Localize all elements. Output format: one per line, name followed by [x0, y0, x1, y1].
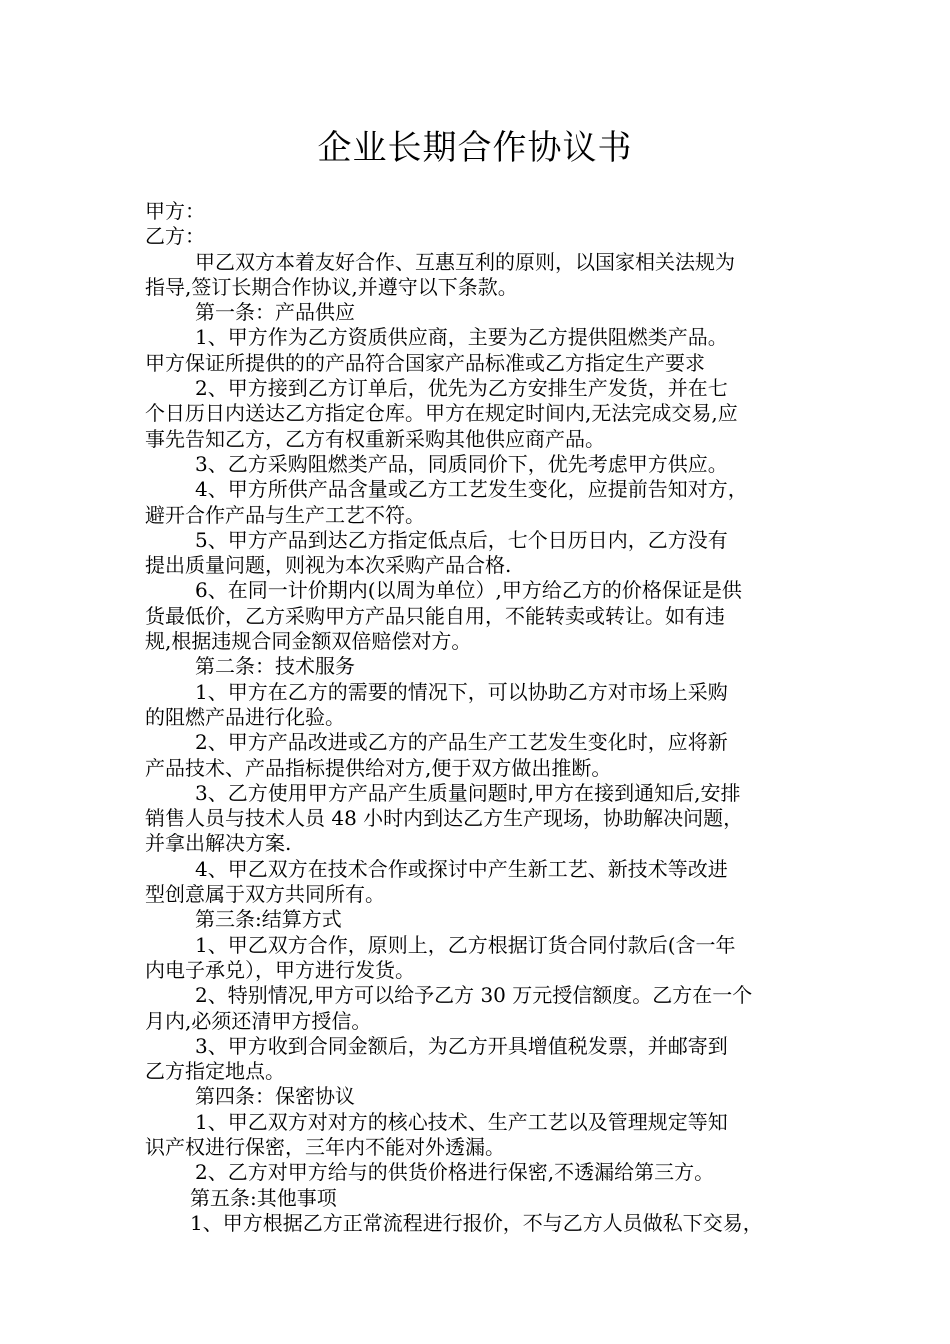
- clause-line: 避开合作产品与生产工艺不符。: [145, 502, 425, 527]
- article-heading: 第二条：技术服务: [195, 654, 355, 679]
- clause-line: 1、甲乙双方对对方的核心技术、生产工艺以及管理规定等知: [195, 1109, 728, 1134]
- clause-line: 2、甲方产品改进或乙方的产品生产工艺发生变化时，应将新: [195, 730, 728, 755]
- clause-line: 事先告知乙方，乙方有权重新采购其他供应商产品。: [145, 426, 605, 451]
- article-heading: 第三条:结算方式: [195, 907, 342, 932]
- party-a-line: 甲方：: [145, 199, 205, 223]
- clause-line: 4、甲乙双方在技术合作或探讨中产生新工艺、新技术等改进: [195, 856, 728, 881]
- clause-line: 1、甲乙双方合作，原则上，乙方根据订货合同付款后(含一年: [195, 932, 736, 957]
- clause-line: 甲方保证所提供的的产品符合国家产品标准或乙方指定生产要求: [145, 350, 705, 375]
- clause-line: 4、甲方所供产品含量或乙方工艺发生变化，应提前告知对方，: [195, 477, 748, 502]
- clause-line: 规,根据违规合同金额双倍赔偿对方。: [145, 629, 472, 654]
- article-heading: 第一条：产品供应: [195, 300, 355, 325]
- clause-line: 型创意属于双方共同所有。: [145, 882, 385, 907]
- clause-line: 2、特别情况,甲方可以给予乙方 30 万元授信额度。乙方在一个: [195, 983, 753, 1008]
- clause-line: 2、乙方对甲方给与的供货价格进行保密,不透漏给第三方。: [195, 1160, 715, 1185]
- clause-line: 货最低价，乙方采购甲方产品只能自用，不能转卖或转让。如有违: [145, 603, 725, 628]
- document-title: 企业长期合作协议书: [317, 128, 633, 168]
- clause-line: 内电子承兑），甲方进行发货。: [145, 957, 415, 982]
- clause-line: 2、甲方接到乙方订单后，优先为乙方安排生产发货，并在七: [195, 376, 728, 401]
- clause-line: 的阻燃产品进行化验。: [145, 704, 345, 729]
- clause-line: 1、甲方根据乙方正常流程进行报价，不与乙方人员做私下交易，: [190, 1210, 763, 1235]
- clause-line: 3、甲方收到合同金额后，为乙方开具增值税发票，并邮寄到: [195, 1033, 728, 1058]
- clause-line: 并拿出解决方案.: [145, 831, 292, 856]
- document-body: [145, 199, 815, 1236]
- clause-line: 1、甲方在乙方的需要的情况下，可以协助乙方对市场上采购: [195, 679, 728, 704]
- clause-line: 1、甲方作为乙方资质供应商，主要为乙方提供阻燃类产品。: [195, 325, 728, 350]
- article-heading: 第五条:其他事项: [190, 1185, 337, 1210]
- party-b-line: 乙方：: [145, 224, 205, 249]
- preamble-line: 甲乙双方本着友好合作、互惠互利的原则，以国家相关法规为: [195, 249, 735, 274]
- clause-line: 识产权进行保密，三年内不能对外透漏。: [145, 1134, 505, 1159]
- clause-line: 个日历日内送达乙方指定仓库。甲方在规定时间内,无法完成交易,应: [145, 401, 738, 426]
- article-heading: 第四条：保密协议: [195, 1084, 355, 1109]
- clause-line: 月内,必须还清甲方授信。: [145, 1008, 372, 1033]
- clause-line: 产品技术、产品指标提供给对方,便于双方做出推断。: [145, 755, 612, 780]
- clause-line: 3、乙方采购阻燃类产品，同质同价下，优先考虑甲方供应。: [195, 451, 728, 476]
- clause-line: 6、在同一计价期内(以周为单位）,甲方给乙方的价格保证是供: [195, 578, 742, 603]
- clause-line: 销售人员与技术人员 48 小时内到达乙方生产现场，协助解决问题，: [145, 806, 744, 831]
- clause-line: 提出质量问题，则视为本次采购产品合格.: [145, 553, 512, 578]
- clause-line: 3、乙方使用甲方产品产生质量问题时,甲方在接到通知后,安排: [195, 780, 741, 805]
- clause-line: 5、甲方产品到达乙方指定低点后，七个日历日内，乙方没有: [195, 527, 728, 552]
- preamble-line: 指导,签订长期合作协议,并遵守以下条款。: [145, 274, 518, 299]
- clause-line: 乙方指定地点。: [145, 1059, 285, 1084]
